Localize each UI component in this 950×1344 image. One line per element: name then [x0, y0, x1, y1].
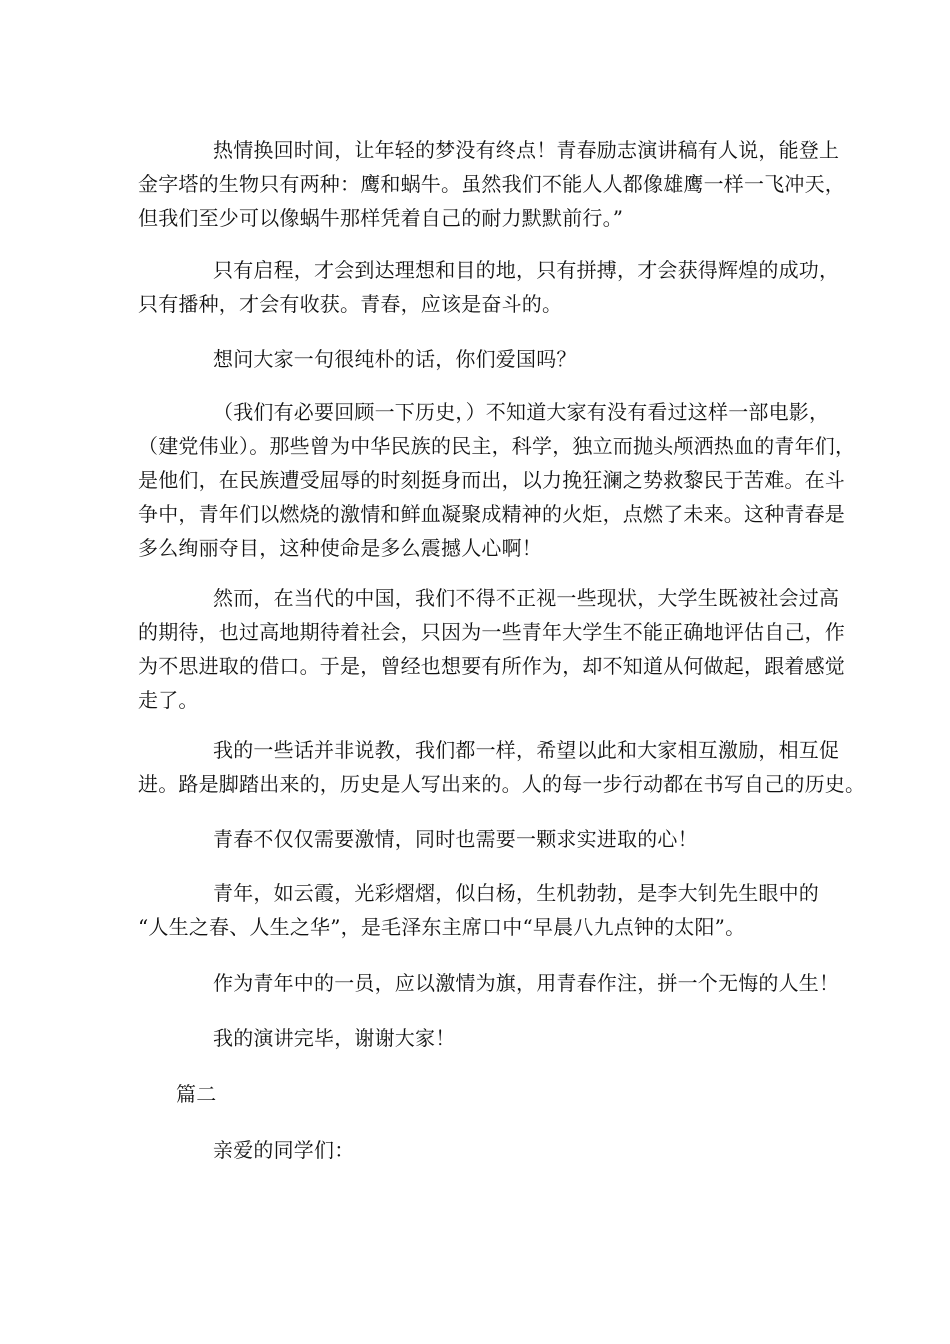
text-line: 金字塔的生物只有两种：鹰和蜗牛。虽然我们不能人人都像雄鹰一样一飞冲天，: [138, 172, 845, 196]
paragraph-12: [138, 1133, 828, 1167]
text-line: 青年，如云霞，光彩熠熠，似白杨，生机勃勃，是李大钊先生眼中的: [213, 881, 819, 905]
paragraph-6: [138, 733, 866, 801]
text-line: 热情换回时间，让年轻的梦没有终点！青春励志演讲稿有人说，能登上: [213, 138, 840, 162]
paragraph-7: [138, 822, 828, 856]
text-line: 我的演讲完毕，谢谢大家！: [213, 1026, 456, 1050]
text-line: 然而，在当代的中国，我们不得不正视一些现状，大学生既被社会过高: [213, 586, 840, 610]
paragraph-10: [138, 1021, 828, 1055]
text-line: 青春不仅仅需要激情，同时也需要一颗求实进取的心！: [213, 827, 698, 851]
text-line: 但我们至少可以像蜗牛那样凭着自己的耐力默默前行。”: [138, 206, 624, 230]
section-heading: [138, 1077, 828, 1111]
text-line: 为不思进取的借口。于是，曾经也想要有所作为，却不知道从何做起，跟着感觉: [138, 654, 845, 678]
text-line: 亲爱的同学们：: [213, 1138, 355, 1162]
text-line: （建党伟业）。那些曾为中华民族的民主，科学，独立而抛头颅洒热血的青年们，: [138, 434, 856, 458]
text-line: 多么绚丽夺目，这种使命是多么震撼人心啊！: [138, 536, 542, 560]
paragraph-1: [138, 133, 845, 235]
text-line: 进。路是脚踏出来的，历史是人写出来的。人的每一步行动都在书写自己的历史。: [138, 772, 866, 796]
text-line: 走了。: [138, 688, 199, 712]
text-line: 我的一些话并非说教，我们都一样，希望以此和大家相互激励，相互促: [213, 738, 840, 762]
paragraph-4: [138, 395, 856, 565]
text-line: （我们有必要回顾一下历史，）不知道大家有没有看过这样一部电影，: [213, 400, 830, 424]
text-line: 篇二: [176, 1082, 217, 1106]
text-line: 争中，青年们以燃烧的激情和鲜血凝聚成精神的火炬，点燃了未来。这种青春是: [138, 502, 845, 526]
paragraph-2: [138, 253, 840, 321]
text-line: 只有启程，才会到达理想和目的地，只有拼搏，才会获得辉煌的成功，: [213, 258, 840, 282]
text-line: 作为青年中的一员，应以激情为旗，用青春作注，拼一个无悔的人生！: [213, 971, 840, 995]
paragraph-3: [138, 342, 828, 376]
text-line: 是他们，在民族遭受屈辱的时刻挺身而出，以力挽狂澜之势救黎民于苦难。在斗: [138, 468, 845, 492]
text-line: 的期待，也过高地期待着社会，只因为一些青年大学生不能正确地评估自己，作: [138, 620, 845, 644]
paragraph-9: [138, 966, 840, 1000]
paragraph-8: [138, 876, 828, 944]
text-line: 只有播种，才会有收获。青春，应该是奋斗的。: [138, 292, 563, 316]
text-line: “人生之春、人生之华”，是毛泽东主席口中“早晨八九点钟的太阳”。: [138, 915, 746, 939]
text-line: 想问大家一句很纯朴的话，你们爱国吗？: [213, 347, 577, 371]
paragraph-5: [138, 581, 845, 717]
